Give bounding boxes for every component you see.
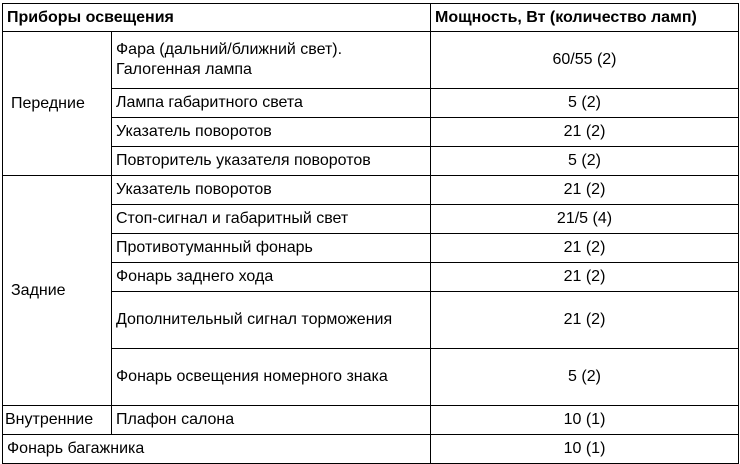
header-device: Приборы освещения: [3, 4, 431, 32]
device-cell: Противотуманный фонарь: [112, 234, 431, 263]
power-cell: 21/5 (4): [431, 205, 739, 234]
power-cell: 10 (1): [431, 435, 739, 464]
table-header-row: [3, 4, 739, 32]
power-cell: 5 (2): [431, 147, 739, 176]
device-cell: Лампа габаритного света: [112, 89, 431, 118]
table-row: [3, 89, 739, 118]
device-cell: Указатель поворотов: [112, 176, 431, 205]
device-cell: Плафон салона: [112, 406, 431, 435]
table-row: [3, 205, 739, 234]
power-cell: 60/55 (2): [431, 32, 739, 89]
table-row: [3, 176, 739, 205]
table-row: [3, 234, 739, 263]
device-cell: Дополнительный сигнал торможения: [112, 292, 431, 349]
group-front: Передние: [3, 32, 112, 176]
device-cell: Стоп-сигнал и габаритный свет: [112, 205, 431, 234]
table-row: [3, 147, 739, 176]
table-row: [3, 292, 739, 349]
group-rear: Задние: [3, 176, 112, 406]
power-cell: 10 (1): [431, 406, 739, 435]
table-row: [3, 32, 739, 89]
header-power: Мощность, Вт (количество ламп): [431, 4, 739, 32]
device-cell: Фара (дальний/ближний свет). Галогенная лампа: [112, 32, 431, 89]
power-cell: 21 (2): [431, 118, 739, 147]
power-cell: 5 (2): [431, 89, 739, 118]
device-cell: Фонарь заднего хода: [112, 263, 431, 292]
power-cell: 21 (2): [431, 234, 739, 263]
table-row: [3, 349, 739, 406]
table-row: [3, 118, 739, 147]
table-row: [3, 406, 739, 435]
device-cell: Указатель поворотов: [112, 118, 431, 147]
table-row: [3, 263, 739, 292]
device-cell-trunk: Фонарь багажника: [3, 435, 431, 464]
lighting-power-table: [2, 3, 739, 464]
power-cell: 21 (2): [431, 176, 739, 205]
power-cell: 21 (2): [431, 263, 739, 292]
power-cell: 21 (2): [431, 292, 739, 349]
table-row: [3, 435, 739, 464]
power-cell: 5 (2): [431, 349, 739, 406]
device-cell: Фонарь освещения номерного знака: [112, 349, 431, 406]
group-interior: Внутренние: [3, 406, 112, 435]
device-cell: Повторитель указателя поворотов: [112, 147, 431, 176]
